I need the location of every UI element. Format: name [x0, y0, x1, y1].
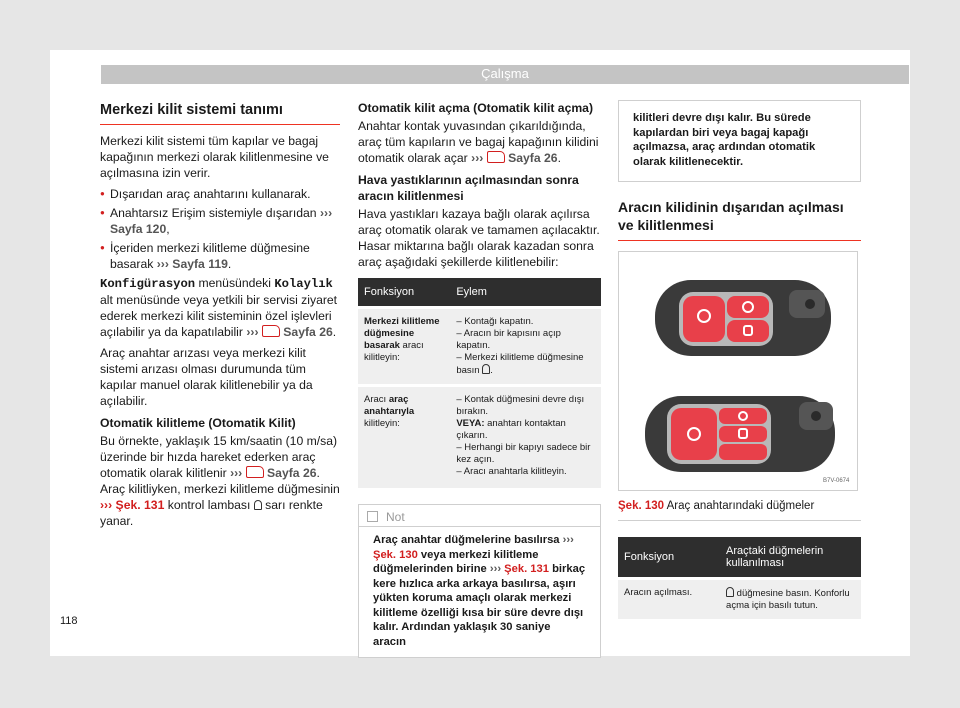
table-header: Fonksiyon	[618, 537, 720, 579]
table-header: Eylem	[450, 278, 601, 308]
subheading: Hava yastıklarının açılmasından sonra aracın kilitlenmesi	[358, 173, 579, 203]
table-row	[358, 308, 601, 386]
note-box	[358, 504, 601, 658]
unlock-paragraph: Anahtar kontak yuvasından çıkarıldığında, araç tüm kapıların ve bagaj kapağının kilidini otomatik olarak açar ››› Sayfa 26.	[358, 119, 599, 165]
column-2	[358, 100, 601, 658]
figure-label: Şek. 130	[618, 500, 665, 512]
menu-name: Konfigürasyon	[100, 277, 196, 291]
auto-paragraph: Bu örnekte, yaklaşık 15 km/saatin (10 m/sa) üzerinde bir hızda hareket ederken araç otomatik olarak kilitlenir ››› Sayfa 26. Araç kilitliyken, merkezi kilitleme düğmesinin ››› Şek. 131 kontrol lambası sarı renkte yanar.	[100, 434, 340, 528]
note-icon	[367, 511, 378, 522]
page-link[interactable]: ››› Sayfa 120	[110, 206, 333, 236]
key-button	[683, 296, 725, 342]
intro-paragraph: Merkezi kilit sistemi tüm kapılar ve bagaj kapağının merkezi olarak kilitlenmesine ve açılmasına izin verir.	[100, 134, 329, 180]
lock-icon	[482, 364, 490, 374]
car-key-illustration	[619, 252, 857, 490]
bullet-item: ● Anahtarsız Erişim sistemiyle dışarıdan ››› Sayfa 120,	[100, 205, 340, 237]
figure-link[interactable]: Şek. 130	[373, 548, 418, 561]
note-header: Not	[359, 505, 600, 527]
page-number: 118	[60, 615, 78, 627]
table-cell: Merkezi kilitleme düğmesine basarak aracı kilitleyin:	[358, 308, 450, 386]
section-title: Çalışma	[481, 66, 529, 81]
submenu-name: Kolaylık	[274, 277, 333, 291]
unlock-icon	[726, 587, 734, 597]
table-header: Araçtaki düğmelerin kullanılması	[720, 537, 861, 579]
column-3	[618, 100, 861, 619]
table-cell: – Kontağı kapatın. – Aracın bir kapısını açıp kapatın. – Merkezi kilitleme düğmesine basın .	[450, 308, 601, 386]
book-icon	[262, 325, 280, 337]
fault-paragraph: Araç anahtar arızası veya merkezi kilit sistemi arızası olması durumunda tüm kapılar manuel olarak kilitlenebilir ya da açılabilir.	[100, 346, 313, 408]
figure-caption: Şek. 130 Araç anahtarındaki düğmeler	[618, 498, 861, 521]
page-link[interactable]: Sayfa 26	[283, 325, 333, 339]
key-button	[727, 320, 769, 342]
key-button	[719, 444, 767, 460]
subheading: Otomatik kilit açma (Otomatik kilit açma)	[358, 101, 594, 115]
key-button	[671, 408, 717, 460]
table-row	[358, 386, 601, 489]
table-cell: Aracın açılması.	[618, 579, 720, 620]
book-icon	[246, 466, 264, 478]
config-paragraph: Konfigürasyon menüsündeki Kolaylık alt menüsünde veya yetkili bir servisi ziyaret ederek merkezi kilit sisteminin özel işlevleri açılabilir ya da kapatılabilir ››› Sayfa 26.	[100, 276, 338, 339]
table-cell: düğmesine basın. Konforlu açma için basılı tutun.	[720, 579, 861, 620]
airbag-paragraph: Hava yastıkları kazaya bağlı olarak açılırsa araç otomatik olarak ve tamamen açılacaktır. Hasar miktarına bağlı olarak kazadan sonra araç aşağıdaki şekillerde kilitlenebilir:	[358, 207, 600, 269]
note-continuation: kilitleri devre dışı kalır. Bu sürede kapılardan biri veya bagaj kapağı açılmazsa, araç ardından otomatik olarak kilitlenecektir.	[618, 100, 861, 182]
page-link[interactable]: Sayfa 26	[267, 466, 317, 480]
airbag-table	[358, 278, 601, 488]
note-text: Araç anahtar düğmelerine basılırsa ››› Şek. 130 veya merkezi kilitleme düğmelerinden birine ››› Şek. 131 birkaç kere hızlıca arka arkaya basılırsa, aşırı yükten koruma amaçlı olarak merkezi kilitleme özelliği kısa bir süre devre dışı kalır. Ardından yaklaşık 30 saniye aracın	[373, 534, 586, 648]
page-link[interactable]: ››› Sayfa 119	[156, 257, 228, 271]
figure-link[interactable]: Şek. 131	[504, 563, 549, 575]
section-heading: Merkezi kilit sistemi tanımı	[100, 100, 340, 125]
lock-icon	[254, 500, 262, 510]
figure-code: B7V-0674	[823, 478, 850, 484]
table-cell: Aracı araç anahtarıyla kilitleyin:	[358, 386, 450, 489]
key-button	[719, 408, 767, 424]
bullet-item: ● İçeriden merkezi kilitleme düğmesine basarak ››› Sayfa 119.	[100, 240, 340, 272]
subheading: Otomatik kilitleme (Otomatik Kilit)	[100, 416, 296, 430]
key-table	[618, 537, 861, 619]
section-heading: Aracın kilidinin dışarıdan açılması ve kilitlenmesi	[618, 198, 861, 241]
book-icon	[487, 151, 505, 163]
key-figure	[618, 251, 858, 491]
figure-link[interactable]: ››› Şek. 131	[100, 498, 165, 512]
manual-page	[50, 50, 910, 656]
table-row	[618, 579, 861, 620]
table-cell: – Kontak düğmesini devre dışı bırakın. VEYA: anahtarı kontaktan çıkarın. – Herhangi bir kapıyı sadece bir kez açın. – Aracı anahtarla kilitleyin.	[450, 386, 601, 489]
column-1	[100, 100, 340, 534]
key-button	[727, 296, 769, 318]
page-link[interactable]: Sayfa 26	[508, 151, 558, 165]
table-header: Fonksiyon	[358, 278, 450, 308]
section-band	[101, 65, 909, 84]
bullet-item: ● Dışarıdan araç anahtarını kullanarak.	[100, 186, 340, 202]
